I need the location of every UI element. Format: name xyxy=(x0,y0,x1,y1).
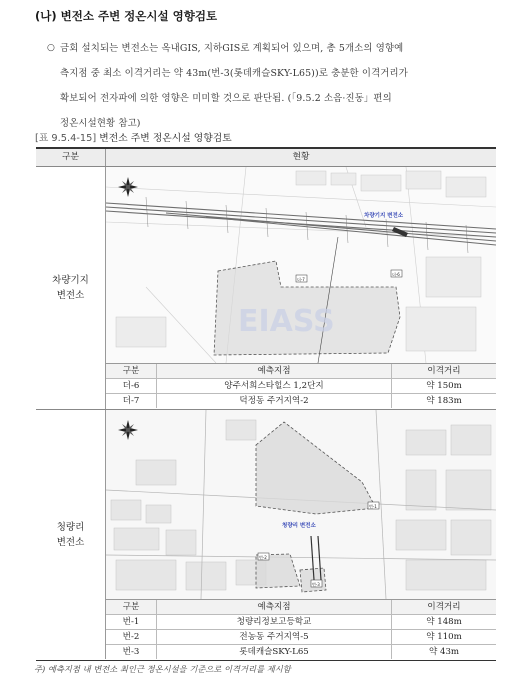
review-table xyxy=(36,147,496,661)
row-point: 덕정동 주거지역-2 xyxy=(157,394,392,408)
row-id: 번-1 xyxy=(106,615,157,629)
paragraph-line: 측지점 중 최소 이격거리는 약 43m(번-3(롯데캐슬SKY-L65))로 충분한 이격거리가 xyxy=(60,68,408,79)
paragraph-line: 확보되어 전자파에 의한 영향은 미미할 것으로 판단됨. (「9.5.2 소음·진동」편의 xyxy=(60,93,392,104)
depot-point-table xyxy=(106,364,496,409)
row-point: 청량리정보고등학교 xyxy=(157,615,392,629)
point-label: 더-7 xyxy=(297,277,305,282)
table-title: 변전소 주변 정온시설 영향검토 xyxy=(99,133,232,144)
row-id: 더-6 xyxy=(106,379,157,393)
label-line: 변전소 xyxy=(56,536,85,548)
sub-header-row xyxy=(106,364,496,379)
table-row xyxy=(106,379,496,394)
sub-header-category: 구분 xyxy=(106,364,157,378)
paragraph-line: 정온시설현황 참고) xyxy=(60,118,141,129)
label-line: 청량리 xyxy=(56,521,85,533)
table-header-row xyxy=(36,149,496,167)
table-row xyxy=(106,615,496,630)
section-cheongnyangni-substation xyxy=(36,410,496,659)
point-label: 번-1 xyxy=(369,504,377,509)
sub-header-category: 구분 xyxy=(106,600,157,614)
row-id: 번-2 xyxy=(106,630,157,644)
watermark: EIASS xyxy=(238,304,335,339)
sub-header-distance: 이격거리 xyxy=(427,366,461,376)
sub-header-point: 예측지점 xyxy=(157,364,392,378)
point-label: 더-6 xyxy=(392,272,400,277)
cheongnyangni-point-table xyxy=(106,600,496,659)
sub-header-row xyxy=(106,600,496,615)
row-distance: 약 43m xyxy=(428,647,460,657)
row-distance: 약 150m xyxy=(426,381,462,391)
point-label: 번-2 xyxy=(259,555,267,560)
substation-label: 차량기지 변전소 xyxy=(364,213,404,219)
row-point: 양주서희스타힐스 1,2단지 xyxy=(157,379,392,393)
row-point: 전농동 주거지역-5 xyxy=(157,630,392,644)
sub-header-point: 예측지점 xyxy=(157,600,392,614)
map-cheongnyangni xyxy=(106,410,496,600)
description-paragraph xyxy=(47,36,500,136)
paragraph-line: 금회 설치되는 변전소는 옥내GIS, 지하GIS로 계획되어 있으며, 총 5개소의 영향예 xyxy=(60,43,404,54)
section-depot-substation xyxy=(36,167,496,410)
section-label xyxy=(36,167,106,409)
substation-label: 청량리 변전소 xyxy=(282,523,316,529)
table-footnote: 주) 예측지점 내 변전소 최인근 정온시설을 기준으로 이격거리를 제시함 xyxy=(34,664,291,674)
table-row xyxy=(106,645,496,659)
point-label: 번-3 xyxy=(312,582,320,587)
header-status: 현황 xyxy=(292,152,310,162)
bullet-marker: ○ xyxy=(47,43,56,53)
header-category: 구분 xyxy=(36,149,106,166)
table-caption xyxy=(35,130,232,144)
row-id: 더-7 xyxy=(106,394,157,408)
map-depot xyxy=(106,167,496,364)
row-point: 롯데캐슬SKY-L65 xyxy=(157,645,392,659)
row-distance: 약 148m xyxy=(426,617,462,627)
table-number: [표 9.5.4-15] xyxy=(35,133,97,144)
sub-header-distance: 이격거리 xyxy=(427,602,461,612)
row-distance: 약 183m xyxy=(426,396,462,406)
label-line: 변전소 xyxy=(56,290,85,301)
section-label xyxy=(36,410,106,659)
row-distance: 약 110m xyxy=(426,632,462,642)
row-id: 번-3 xyxy=(106,645,157,659)
section-heading: (나) 변전소 주변 정온시설 영향검토 xyxy=(35,9,218,23)
label-line: 차량기지 xyxy=(52,275,89,286)
table-row xyxy=(106,394,496,408)
table-row xyxy=(106,630,496,645)
